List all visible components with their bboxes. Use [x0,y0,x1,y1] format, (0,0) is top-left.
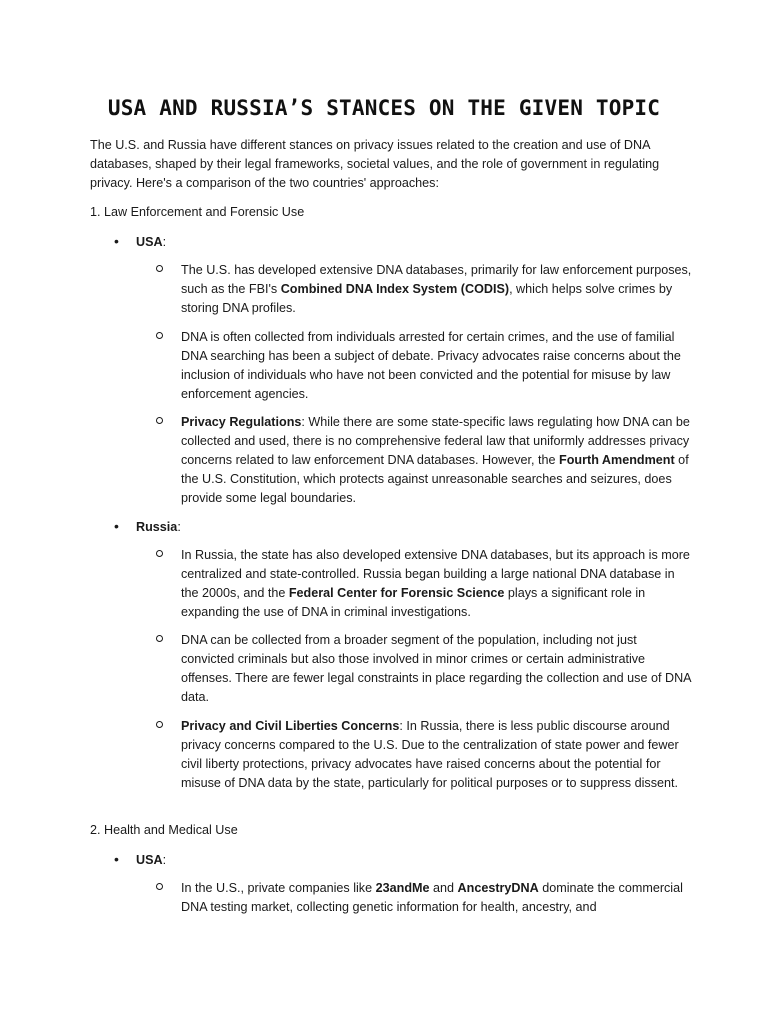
list-item [156,413,692,508]
country-label: USA [136,853,163,867]
item-bold-text: Fourth Amendment [559,453,675,467]
list-item [156,261,692,318]
item-text: In the U.S., private companies like [181,881,376,895]
hollow-bullet-icon [156,332,163,339]
country-usa-2 [114,850,166,870]
item-bold-text: Combined DNA Index System (CODIS) [280,282,510,296]
list-item [156,631,692,707]
country-colon: : [162,235,167,249]
item-text: of the U.S. Constitution, which protects against unreasonable searches and seizures, does provide some legal boundaries. [181,453,689,505]
list-item [156,546,692,622]
hollow-bullet-icon [156,883,163,890]
hollow-bullet-icon [156,721,163,728]
item-text: plays a significant role in expanding the use of DNA in criminal investigations. [181,586,646,619]
item-text: The U.S. has developed extensive DNA databases, primarily for law enforcement purposes, such as the FBI's [181,263,692,296]
item-text: : In Russia, there is less public discourse around privacy concerns compared to the U.S. Due to the centralization of state power and fewer civil liberty protections, privacy advocates have raised concerns about the potential for misuse of DNA data by the state, particularly for political purposes or to suppress dissent. [181,719,679,790]
item-text: In Russia, the state has also developed extensive DNA databases, but its approach is more centralized and state-controlled. Russia began building a large national DNA database in the 2000s, and the [181,548,690,600]
bullet-icon: • [114,233,119,249]
item-bold-text: Privacy Regulations [181,415,302,429]
list-item [156,328,692,404]
list-item [156,717,692,793]
list-item [156,879,692,917]
country-usa-1 [114,232,166,252]
country-russia [114,517,181,537]
hollow-bullet-icon [156,417,163,424]
section-heading-health-medical: 2. Health and Medical Use [90,823,238,837]
item-text: , which helps solve crimes by storing DNA profiles. [181,282,673,315]
item-text: DNA is often collected from individuals arrested for certain crimes, and the use of familial DNA searching has been a subject of debate. Privacy advocates raise concerns about the inclusion of individuals who have not been convicted and the potential for misuse by law enforcement agencies. [181,330,681,401]
hollow-bullet-icon [156,635,163,642]
hollow-bullet-icon [156,265,163,272]
item-bold-text: Federal Center for Forensic Science [288,586,505,600]
country-label: USA [136,235,163,249]
section-heading-law-enforcement: 1. Law Enforcement and Forensic Use [90,205,305,219]
item-text: and [429,881,458,895]
item-text: dominate the commercial DNA testing market, collecting genetic information for health, ancestry, and [181,881,683,914]
item-bold-text: 23andMe [375,881,430,895]
country-colon: : [162,853,167,867]
item-bold-text: Privacy and Civil Liberties Concerns [181,719,400,733]
item-text: : While there are some state-specific laws regulating how DNA can be collected and used, there is no comprehensive federal law that uniformly addresses privacy concerns related to law enforcement DNA databases. However, the [181,415,690,467]
bullet-icon: • [114,851,119,867]
country-label: Russia [136,520,178,534]
country-colon: : [177,520,181,534]
intro-paragraph: The U.S. and Russia have different stances on privacy issues related to the creation and use of DNA databases, shaped by their legal frameworks, societal values, and the role of government in regulating privacy. Here's a comparison of the two countries' approaches: [90,138,660,190]
bullet-icon: • [114,518,119,534]
page-title: USA AND RUSSIA’S STANCES ON THE GIVEN TOPIC [107,96,661,120]
item-bold-text: AncestryDNA [457,881,539,895]
hollow-bullet-icon [156,550,163,557]
item-text: DNA can be collected from a broader segment of the population, including not just convicted criminals but also those involved in minor crimes or certain administrative offenses. There are fewer legal constraints in place regarding the collection and use of DNA data. [181,633,691,704]
